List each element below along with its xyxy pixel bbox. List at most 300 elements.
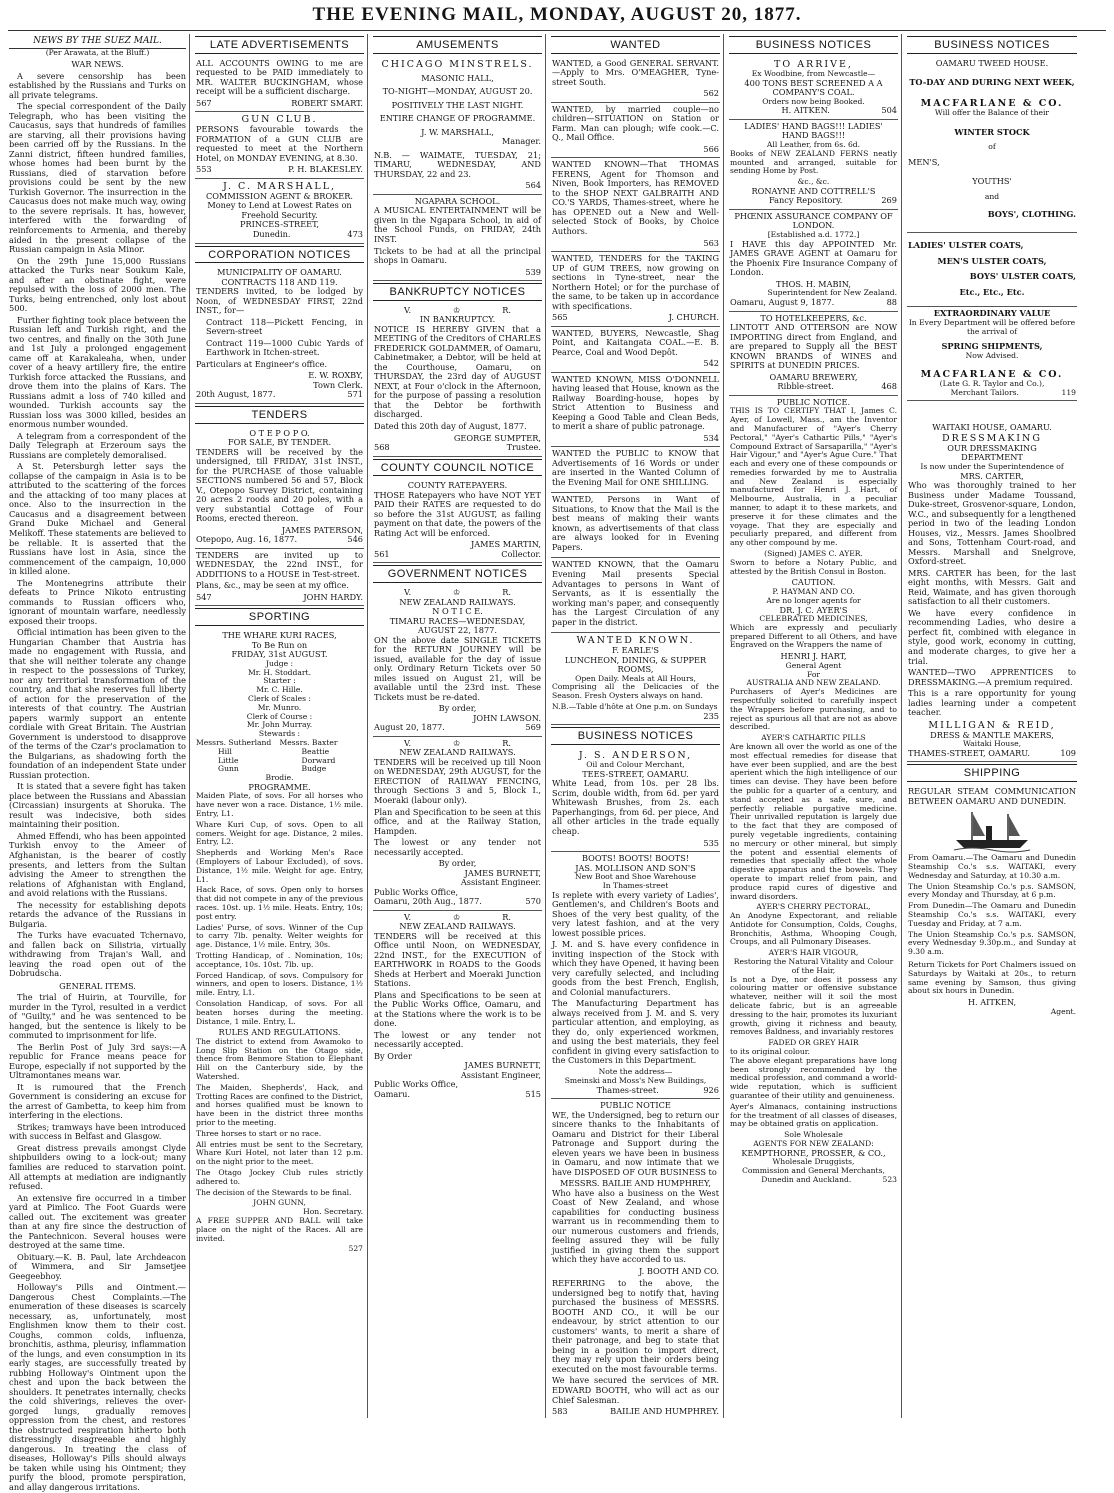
ad-number: 523 bbox=[882, 1174, 897, 1184]
column-late-ads bbox=[192, 34, 368, 1418]
advertisement bbox=[551, 633, 720, 725]
ad-signature: H. AITKEN, bbox=[967, 997, 1017, 1008]
ad-text: Is not a Dye, nor does it possess any colouring matter or offensive substance whatever, neither will it soil the most delicate fabric, but is an agreeable dressing to the hair, promotes its luxuriant growth, giving it richness and beauty, removes Baldness, and invariably restores bbox=[730, 974, 897, 1037]
ad-text: I HAVE this day APPOINTED Mr. JAMES GRAVE AGENT at Oamaru for the Phoenix Fire Insurance Company of London. bbox=[730, 238, 897, 278]
ad-firm: MACFARLANE & CO. bbox=[920, 368, 1064, 380]
ad-number: 547 bbox=[196, 591, 212, 602]
ad-date: Oamaru, August 9, 1877. bbox=[730, 297, 835, 308]
ad-text: of bbox=[988, 142, 996, 152]
ad-date: FRIDAY, 31st AUGUST. bbox=[231, 649, 328, 660]
ad-text: An Anodyne Expectorant, and reliable Antidote for Consumption, Colds, Coughs, Bronchitis, Asthma, Whooping Cough, Croups, and all Pulmonary Diseases. bbox=[730, 911, 897, 947]
advertisement bbox=[373, 195, 542, 281]
ad-number: 565 bbox=[552, 312, 568, 323]
ad-text: A MUSICAL ENTERTAINMENT will be given in the Ngapara School, in aid of the School Funds, on FRIDAY, 24th INST. bbox=[374, 205, 541, 244]
ad-text: The lowest or any tender not necessarily accepted. bbox=[374, 837, 541, 857]
advertisement bbox=[551, 493, 720, 558]
ad-text: &c., &c. bbox=[797, 177, 830, 187]
ad-signature-role: Trustee. bbox=[506, 442, 541, 453]
advertisement bbox=[551, 558, 720, 633]
ad-text: By order, bbox=[438, 703, 477, 714]
ad-title: OAMARU TWEED HOUSE. bbox=[935, 57, 1049, 68]
ad-number: 88 bbox=[886, 297, 897, 308]
general-item: The Berlin Post of July 3rd says:—A republic for France means peace for Europe, especially if not supported by the Ultramontanes means war. bbox=[9, 1041, 186, 1081]
ad-text: REGULAR STEAM COMMUNICATION BETWEEN OAMARU AND DUNEDIN. bbox=[908, 786, 1076, 806]
ad-subtitle: Fancy Repository. bbox=[768, 195, 843, 206]
ad-signature-role: Collector. bbox=[501, 548, 541, 559]
advertisement bbox=[551, 57, 720, 103]
ad-text: This is a rare opportunity for young ladies learning under a competent teacher. bbox=[908, 688, 1076, 718]
rules-heading: RULES AND REGULATIONS. bbox=[218, 1027, 341, 1038]
official-label: Stewards : bbox=[258, 729, 301, 739]
section-heading: CORPORATION NOTICES bbox=[195, 246, 364, 264]
ad-text: MRS. CARTER has been, for the last eight months, with Messrs. Gait and Reid, Waimate, and has given thorough satisfaction to all their customers. bbox=[908, 567, 1076, 607]
news-paragraph: Ahmed Effendi, who has been appointed Turkish envoy to the Ameer of Afghanistan, is the bearer of costly presents, and letters from the Sultan advising the Ameer to strengthen the relations of Afghanistan with England, and avoid relations with the Russians. bbox=[9, 830, 186, 899]
advertisement bbox=[729, 396, 898, 1188]
ad-address: THAMES-STREET, OAMARU. bbox=[908, 747, 1031, 758]
advertisement bbox=[907, 57, 1077, 234]
ad-number: 561 bbox=[374, 548, 390, 559]
ad-firm: KEMPTHORNE, PROSSER, & CO., bbox=[741, 1147, 886, 1158]
ad-firm: MESSRS. BAILIE AND HUMPHREY, bbox=[560, 1178, 711, 1189]
ad-title: CHICAGO MINSTRELS. bbox=[381, 58, 534, 70]
ad-firm: MRS. CARTER, bbox=[960, 470, 1024, 481]
ad-text: and bbox=[984, 191, 1000, 201]
ad-signature-role: Assistant Engineer, bbox=[460, 1069, 541, 1080]
ad-number: 539 bbox=[525, 266, 541, 277]
ad-signature: GEORGE SUMPTER, bbox=[453, 432, 541, 443]
ad-signature: JAMES BURNETT, bbox=[464, 1060, 541, 1071]
ad-city: Oamaru. bbox=[374, 1088, 411, 1099]
ad-signature-role: Assistant Engineer. bbox=[460, 877, 541, 888]
ad-subtitle: LUNCHEON, DINING, & SUPPER ROOMS, bbox=[564, 654, 707, 675]
steward-name: Messrs. Baxter bbox=[279, 737, 338, 747]
ad-text: BOYS' ULSTER COATS, bbox=[969, 271, 1076, 282]
ad-date: TO-NIGHT—MONDAY, AUGUST 20. bbox=[382, 86, 533, 97]
ad-title: DRESSMAKING bbox=[942, 432, 1042, 444]
ad-text: Open Daily. Meals at All Hours, bbox=[575, 673, 696, 683]
ad-title: JAS. MOLLISON AND SON'S bbox=[575, 862, 696, 873]
ad-number: 562 bbox=[703, 88, 719, 99]
ad-date: August 20, 1877. bbox=[374, 722, 445, 733]
ad-date: Dated this 20th day of August, 1877. bbox=[374, 420, 527, 431]
ad-text: General Agent bbox=[785, 660, 842, 670]
steward-name: Little bbox=[218, 755, 239, 765]
masthead-rule bbox=[8, 30, 1106, 31]
ad-text: MEN'S, bbox=[908, 156, 940, 167]
ad-text: The above elegant preparations have long been strongly recommended by the medical profession, and command a world-wide reputation, which is sufficient guarantee of their utility and genuineness. bbox=[730, 1055, 897, 1101]
advertisement bbox=[729, 312, 898, 396]
ad-title: TO ARRIVE, bbox=[774, 58, 853, 70]
ad-text: POSITIVELY THE LAST NIGHT. bbox=[391, 99, 524, 110]
ad-title: O T E P O P O. bbox=[249, 427, 310, 438]
ad-text: (Late G. R. Taylor and Co.), bbox=[939, 378, 1045, 388]
ad-text: WANTED, Persons in Want of Situations, to Know that the Mail is the best means of making their wants known, as advertisements of that class are always looked for in Evening Papers. bbox=[552, 494, 719, 552]
ad-number: 546 bbox=[347, 534, 363, 545]
news-subtitle: (Per Arawata, at the Bluff.) bbox=[45, 48, 150, 58]
ad-subtitle: Oil and Colour Merchant, bbox=[586, 760, 685, 770]
ad-text: WANTED KNOWN—That THOMAS FERENS, Agent for Thomson and Niven, Book Importers, has REMOVED to the SHOP NEXT GALBRAITH AND CO.'S YARDS, Thames-street, where he has OPENED out a New and Well-selected Stock of Books, by Choice Authors. bbox=[552, 159, 719, 236]
column-wanted bbox=[548, 34, 724, 1418]
ad-text: Plans and Specifications to be seen at the Public Works Office, Oamaru, and at the Stations where the work is to be done. bbox=[374, 989, 541, 1029]
ad-number: 569 bbox=[525, 722, 541, 733]
ad-city: Dunedin and Auckland. bbox=[761, 1174, 852, 1184]
ad-text: A FREE SUPPER AND BALL will take place on the night of the Races. All are invited. bbox=[196, 1216, 363, 1243]
news-paragraph: A severe censorship has been established by the Russians and Turks on all private telegrams. bbox=[9, 70, 186, 100]
ad-title: MUNICIPALITY OF OAMARU. bbox=[217, 267, 342, 278]
ad-signature: JAMES MARTIN, bbox=[470, 539, 541, 550]
ad-title: NEW ZEALAND RAILWAYS. bbox=[399, 747, 516, 758]
ad-text: Plan and Specification to be seen at this office, and at the Railway Station, Hampden. bbox=[374, 806, 541, 836]
advertisement bbox=[551, 852, 720, 1099]
ad-number: 553 bbox=[196, 164, 212, 175]
ad-date: 20th August, 1877. bbox=[196, 389, 276, 400]
ad-number: 570 bbox=[525, 896, 541, 907]
general-item: Strikes; tramways have been introduced with success in Belfast and Glasgow. bbox=[9, 1121, 186, 1142]
ad-text: Etc., Etc., Etc. bbox=[959, 286, 1025, 297]
ad-subtitle: FOR SALE, BY TENDER. bbox=[227, 437, 332, 448]
news-paragraph: Official intimation has been given to the Hungarian Chamber that Austria has made no engagement with Russia, and that she will neither tolerate any change in respect to the possessions of Turkey, nor any territorial transformation of the country, and that she reserves full liberty of action for the preservation of the interests of that country. The Austrian papers warmly support an entente cordiale with Great Britain. The Austrian Government is understood to disapprove of the terms of the Czar's proclamation to the Bulgarians, as shadowing forth the foundation of an independent State under Russian protection. bbox=[9, 627, 186, 780]
ad-text: Will offer the Balance of their bbox=[934, 107, 1050, 117]
ad-number: 119 bbox=[1061, 387, 1076, 397]
advertisement bbox=[373, 586, 542, 737]
advertisement bbox=[195, 629, 364, 1257]
ad-text: By Order bbox=[374, 1050, 412, 1061]
ad-text: TENDERS are invited up to WEDNESDAY, the 22nd INST., for ADDITIONS to a HOUSE in Test-street. bbox=[196, 549, 363, 579]
ad-title: PHŒNIX ASSURANCE COMPANY OF LONDON. bbox=[734, 210, 893, 231]
ad-subtitle: AYER'S HAIR VIGOUR, bbox=[768, 948, 859, 958]
ad-number: 567 bbox=[196, 97, 212, 108]
advertisement bbox=[551, 748, 720, 852]
ad-signature: P. H. BLAKESLEY. bbox=[288, 164, 363, 175]
ad-text: Is replete with every variety of Ladies', Gentlemen's, and Children's Boots and Shoes of the very best quality, of the very latest fashion, and at the very lowest possible prices. bbox=[552, 889, 719, 938]
ad-text: Books of NEW ZEALAND FERNS neatly mounted and arranged, suitable for sending Home by Post. bbox=[730, 148, 897, 176]
newspaper-page bbox=[6, 34, 1108, 1492]
ad-signature: J. W. MARSHALL, bbox=[421, 126, 494, 137]
ad-subtitle: DEPARTMENT bbox=[961, 452, 1023, 463]
race-event: Trotting Handicap, of . Nomination, 10s; acceptance, 10s. 10st. 7lb. up. bbox=[196, 951, 363, 969]
ad-signature: THOS. H. MABIN, bbox=[776, 278, 851, 289]
stewards-list bbox=[196, 739, 363, 774]
ad-number: 571 bbox=[347, 389, 363, 400]
ad-text: ALL ACCOUNTS OWING to me are requested to be PAID immediately to MR. WALTER BUCKINGHAM, whose receipt will be a sufficient discharge. bbox=[196, 57, 363, 97]
ad-subtitle: OUR DRESSMAKING bbox=[947, 442, 1037, 453]
section-heading: TENDERS bbox=[195, 406, 364, 424]
ad-title: J. S. ANDERSON, bbox=[578, 750, 693, 762]
ad-text: LINTOTT AND OTTERSON are NOW IMPORTING direct from England, and are prepared to Supply all the BEST KNOWN BRANDS of WINES and SPIRITS at DUNEDIN PRICES. bbox=[730, 322, 897, 371]
ad-text: ON the above date SINGLE TICKETS for the RETURN JOURNEY will be issued, available for the day of issue only. Ordinary Return Tickets over 50 miles issued on August 21, will be available until the 23rd inst. These Tickets must be re-dated. bbox=[374, 634, 541, 702]
ad-number: 568 bbox=[374, 442, 390, 453]
general-heading: GENERAL ITEMS. bbox=[59, 980, 136, 991]
ad-text: The Manufacturing Department has always received from J. M. and S. very particular attention, and employing, as they do, only experienced workmen, and using the best materials, they feel confident in giving every satisfaction to the Customers in this Department. bbox=[552, 998, 719, 1066]
ad-signature-role: Town Clerk. bbox=[313, 379, 363, 390]
ad-text: TENDERS will be received by the undersigned, till FRIDAY, 31st INST., for the PURCHASE of those valuable SECTIONS numbered 56 and 57, Block V., Otepopo Survey District, containing 20 acres 2 roods and 20 poles, with a very substantial Cottage of Four Rooms, erected thereon. bbox=[196, 446, 363, 524]
steward-name: Gunn bbox=[218, 764, 239, 774]
ad-title: J. C. MARSHALL, bbox=[222, 180, 337, 192]
ad-number: 527 bbox=[348, 1244, 363, 1254]
section-heading: WANTED bbox=[551, 36, 720, 54]
ad-text: From Oamaru.—The Oamaru and Dunedin Steamship Co.'s s.s. WAITAKI, every Wednesday and Saturday, at 10.30 a.m. bbox=[908, 853, 1076, 880]
ad-text: From Dunedin—The Oamaru and Dunedin Steamship Co.'s s.s. WAITAKI, every Tuesday and Friday, at 7 a.m. bbox=[908, 901, 1076, 928]
advertisement bbox=[373, 479, 542, 563]
ad-number: 926 bbox=[703, 1084, 719, 1095]
section-heading: SPORTING bbox=[195, 608, 364, 626]
ad-text: WANTED KNOWN, MISS O'DONNELL having leased that House, known as the Railway Boarding-house, hopes by Strict Attention to Business and Keeping a Good Table and Clean Beds, to merit a share of public patronage. bbox=[552, 373, 719, 432]
ad-title: COUNTY RATEPAYERS. bbox=[407, 480, 508, 491]
rule-item: Three horses to start or no race. bbox=[196, 1128, 322, 1138]
column-business-1 bbox=[726, 34, 902, 1418]
ad-address: Thames-street. bbox=[596, 1084, 659, 1095]
general-item: The trial of Huirin, at Tourville, for murder in the Tyrol, resulted in a verdict of "Guilty," and he was sentenced to be hanged, but the sentence is likely to be commuted to imprisonment for life. bbox=[9, 992, 186, 1041]
masthead: THE EVENING MAIL, MONDAY, AUGUST 20, 1877. bbox=[312, 4, 802, 25]
vr-mark: V. bbox=[404, 737, 412, 748]
official-name: Mr. Munro. bbox=[257, 702, 302, 712]
advertisement bbox=[551, 103, 720, 159]
ad-subtitle: F. EARLE'S bbox=[612, 645, 659, 656]
ad-text: By order, bbox=[438, 858, 477, 869]
advertisement bbox=[729, 57, 898, 120]
ad-subtitle: IN BANKRUPTCY. bbox=[419, 314, 496, 325]
advertisement bbox=[551, 373, 720, 448]
ad-firm: HENRI J. HART, bbox=[780, 651, 847, 662]
section-heading: BUSINESS NOTICES bbox=[551, 727, 720, 745]
ad-text: Comprising all the Delicacies of the Season. Fresh Oysters always on hand. bbox=[552, 682, 719, 701]
ad-signature-role: Superintendent for New Zealand. bbox=[767, 288, 897, 298]
news-paragraph: On the 29th June 15,000 Russians attacked the Turks near Soukum Kale, and after an obstinate fight, were repulsed with the loss of 2000 men. The Turks, being entrenched, only lost about 500. bbox=[9, 255, 186, 314]
ad-title: PUBLIC NOTICE bbox=[600, 1100, 671, 1111]
ad-number: 563 bbox=[703, 237, 719, 248]
ad-title: PUBLIC NOTICE. bbox=[776, 396, 851, 407]
ad-address: Public Works Office, bbox=[374, 886, 459, 897]
ad-number: 542 bbox=[703, 358, 719, 369]
ad-number: 473 bbox=[347, 229, 363, 239]
ad-signature: H. AITKEN. bbox=[781, 105, 830, 116]
ad-text: Tickets to be had at all the principal shops in Oamaru. bbox=[374, 245, 541, 266]
ad-title: THE WHARE KURI RACES, bbox=[222, 630, 337, 641]
ad-subtitle: DRESS & MANTLE MAKERS, bbox=[930, 729, 1054, 740]
ad-number: 109 bbox=[1060, 747, 1076, 758]
ad-title: GUN CLUB. bbox=[241, 114, 318, 126]
official-label: Clerk of Scales : bbox=[248, 693, 311, 703]
ad-text: NOTICE IS HEREBY GIVEN that a MEETING of the Creditors of CHARLES FREDERICK GOLDAMMER, of Oamaru, Cabinetmaker, a Debtor, will be held at the Courthouse, Oamaru, on THURSDAY, the 23rd day of AUGUST NEXT, at Four o'clock in the Afternoon, for the purpose of passing a resolution that the Debtor be forthwith discharged. bbox=[374, 323, 541, 420]
advertisement bbox=[551, 447, 720, 493]
ad-subtitle: COMMISSION AGENT & BROKER. bbox=[205, 190, 354, 201]
crown-icon: ♔ bbox=[452, 911, 461, 922]
ad-text: WANTED, a Good GENERAL SERVANT.—Apply to Mrs. O'MEAGHER, Tyne-street South. bbox=[552, 57, 719, 87]
race-event: Ladies' Purse, of sovs. Winner of the Cup to carry 7lb. penalty. Welter weights for age. Distance, 1½ mile. Entry, 30s. bbox=[196, 922, 363, 950]
ad-number: 504 bbox=[881, 105, 897, 116]
ad-subtitle: Merchant Tailors. bbox=[950, 387, 1019, 397]
ad-title: DR. J. C. AYER'S bbox=[779, 604, 848, 615]
general-item: An extensive fire occurred in a timber yard at Pimlico. The Foot Guards were called out. The excitement was greater than at any fire since the destruction of the Pantechnicon. Several houses were destroyed at the same time. bbox=[9, 1192, 186, 1251]
steward-name: Hill bbox=[218, 746, 232, 756]
ad-number: 515 bbox=[525, 1088, 541, 1099]
advertisement bbox=[907, 233, 1077, 307]
ad-address: TEES-STREET, OAMARU. bbox=[582, 768, 689, 779]
race-event: Forced Handicap, of sovs. Compulsory for winners, and open to losers. Distance, 1½ mile. Entry, L1. bbox=[196, 970, 363, 998]
advertisement bbox=[195, 427, 364, 549]
ad-text: REFERRING to the above, the undersigned beg to notify that, having purchased the business of MESSRS. BOOTH AND CO., it will be our endeavour, by strict attention to our customers' wants, to merit a share of their patronage, and beg to state that being in a position to import direct, they may rely upon their orders being executed on the most favourable terms. bbox=[552, 1278, 719, 1374]
ad-text: We have every confidence in recommending Ladies, who desire a perfect fit, combined with elegance in style, good work, economy in cutting, and moderate charges, to give her a trial. bbox=[908, 607, 1076, 666]
ad-subtitle: Ex Woodbine, from Newcastle— bbox=[751, 68, 876, 78]
vr-mark: R. bbox=[502, 911, 511, 922]
steward-name: Beattie bbox=[301, 746, 330, 756]
ad-address: Smeinski and Moss's New Buildings, bbox=[564, 1075, 707, 1085]
ad-number: 235 bbox=[703, 710, 719, 721]
ad-number: 269 bbox=[881, 195, 897, 206]
ad-text: Are known all over the world as one of the most effectual remedies for disease that have ever been supplied, and are the best aperient which the high intelligence of our times can devise. They have been before the public for a quarter of a century, and stand accepted as a safe, sure, and perfectly reliable purgative medicine. Their unrivalled reputation is largely due to the fact that they are composed of purely vegetable ingredients, containing no mercury or other mineral, but simply the potent and essential elements of remedies that specially affect the whole digestive apparatus and the bowels. They operate to impart relief from pain, and produce rapid cures of digestive and inward disorders. bbox=[730, 741, 897, 901]
advertisement bbox=[373, 737, 542, 911]
ad-subtitle: MASONIC HALL, bbox=[421, 72, 494, 83]
ad-text: ENTIRE CHANGE OF PROGRAMME. bbox=[379, 113, 536, 124]
ad-number: 564 bbox=[525, 180, 541, 191]
news-paragraph: The special correspondent of the Daily Telegraph, who has been visiting the Caucasus, says that hundreds of families are starving, all their provisions having been carried off by the Russians. In the Zanni district, fifteen hundred families, whose homes had been burnt by the Russians, died of starvation before provisions could be sent by the new Turkish Governor. The insurrection in the Caucasus does not make much way, owing to the severe reprisals. It has, however, interfered with the forwarding of reinforcements to Armenia, and thereby aided in the present collapse of the Russian campaign in Asia Minor. bbox=[9, 101, 186, 255]
ad-signature-role: Hon. Secretary. bbox=[303, 1207, 363, 1217]
race-event: Whare Kuri Cup, of sovs. Open to all comers. Weight for age. Distance, 2 miles. Entry, L2. bbox=[196, 819, 363, 847]
advertisement bbox=[907, 421, 1077, 762]
advertisement bbox=[373, 57, 542, 195]
ad-firm: OAMARU BREWERY, bbox=[769, 371, 858, 382]
news-title: NEWS BY THE SUEZ MAIL. bbox=[9, 34, 186, 49]
ad-text: TENDERS will be received at this Office until Noon, on WEDNESDAY, 22nd INST., for the EXECUTION of EARTHWORK in ROADS to the Goods Sheds at Herbert and Moeraki Junction Stations. bbox=[374, 930, 541, 989]
advertisement bbox=[729, 210, 898, 312]
advertisement bbox=[195, 179, 364, 244]
general-item: It is rumoured that the French Government is considering an excuse for the arrest of Gambetta, to keep him from interfering in the elections. bbox=[9, 1081, 186, 1121]
ad-text: Sole Wholesale bbox=[784, 1130, 843, 1140]
news-paragraph: A telegram from a correspondent of the Daily Telegraph at Erzeroum says the Russians are completely demoralised. bbox=[9, 430, 186, 460]
ad-text: SPRING SHIPMENTS, bbox=[941, 341, 1043, 352]
ad-text: TO-DAY AND DURING NEXT WEEK, bbox=[909, 77, 1075, 88]
race-event: Maiden Plate, of sovs. For all horses who have never won a race. Distance, 1½ mile. Entry, L1. bbox=[196, 791, 363, 819]
ad-firm: MILLIGAN & REID, bbox=[928, 719, 1056, 731]
ad-title: LADIES' HAND BAGS!!! LADIES' HAND BAGS!!! bbox=[744, 120, 883, 141]
programme-heading: PROGRAMME. bbox=[248, 781, 311, 792]
ad-text: Who have also a business on the West Coast of New Zealand, and whose capabilities for conducting business warrant us in recommending them to our numerous customers and friends, feeling assured they will be fully justified in giving them the support which they have accorded to us. bbox=[552, 1187, 719, 1265]
ad-text: 400 TONS BEST SCREENED A A COMPANY'S COAL. bbox=[744, 77, 883, 98]
ad-text: Plans, &c., may be seen at my office. bbox=[196, 580, 349, 591]
ad-text: PERSONS favourable towards the FORMATION of a GUN CLUB are requested to meet at the Northern Hotel, on MONDAY EVENING, at 8.30. bbox=[196, 124, 363, 163]
section-heading: LATE ADVERTISEMENTS bbox=[195, 36, 364, 54]
ad-text: Contract 119—1000 Cubic Yards of Earthwork in Itchen-street. bbox=[206, 337, 363, 358]
ad-firm: P. HAYMAN AND CO. bbox=[772, 586, 855, 596]
ad-text: Ayer's Almanacs, containing instructions for the treatment of all classes of diseases, may be obtained gratis on application. bbox=[730, 1101, 897, 1129]
steamship-icon bbox=[952, 808, 1032, 852]
ad-title: NGAPARA SCHOOL. bbox=[414, 195, 501, 206]
official-name: Mr. C. Hille. bbox=[256, 685, 303, 695]
advertisement bbox=[907, 307, 1077, 401]
advertisement bbox=[195, 266, 364, 404]
ad-text: Commission and General Merchants, bbox=[742, 1166, 885, 1176]
ad-text: J. M. and S. have every confidence in inviting inspection of the Stock with which they have Opened, it having been very carefully selected, and including goods from the best French, English, and Colonial manufacturers. bbox=[552, 939, 719, 997]
ad-subtitle: CAUTION. bbox=[791, 577, 836, 588]
ad-text: Waitaki House, bbox=[962, 739, 1021, 749]
vr-mark: R. bbox=[502, 737, 511, 748]
ad-title: TO HOTELKEEPERS, &c. bbox=[760, 312, 867, 323]
ad-text: Money to Lend at Lowest Rates on Freehold Security. bbox=[207, 200, 352, 220]
ad-text: Restoring the Natural Vitality and Colour of the Hair, bbox=[733, 957, 894, 975]
ad-signature: JOHN LAWSON. bbox=[473, 712, 541, 723]
ad-text: to its original colour. bbox=[730, 1047, 810, 1057]
column-news bbox=[6, 34, 190, 1492]
ad-text: Return Tickets for Port Chalmers issued on Saturdays by Waitaki at 20s., to return same evening by Samson, thus giving about six hours in Dunedin. bbox=[908, 959, 1076, 996]
ad-address: PRINCES-STREET, bbox=[239, 219, 320, 230]
official-name: Mr. H. Stoddart. bbox=[247, 667, 312, 677]
war-heading: WAR NEWS. bbox=[71, 59, 124, 70]
ad-text: TENDERS will be received up till Noon on WEDNESDAY, 29th AUGUST, for the ERECTION of RAILWAY FENCING, through Sections 3 and 5, Block I., Moeraki (labour only). bbox=[374, 756, 541, 805]
ad-text: White Lead, from 10s. per 28 lbs. Scrim, double width, from 6d. per yard Whitewash Brushes, from 2s. each Paperhangings, from 6d. per piece, And all other articles in the trade equally cheap. bbox=[552, 778, 719, 836]
race-event: Consolation Handicap, of sovs. For all beaten horses during the meeting. Distance, 1 mile. Entry, L. bbox=[196, 998, 363, 1026]
ad-firm: MACFARLANE & CO. bbox=[920, 97, 1064, 109]
ad-text: TENDERS invited, to be lodged by Noon, of WEDNESDAY FIRST, 22nd INST., for— bbox=[196, 286, 363, 316]
vr-mark: V. bbox=[404, 304, 412, 315]
ad-signature: J. CHURCH. bbox=[668, 312, 719, 323]
ad-text: WANTED the PUBLIC to KNOW that Advertisements of 16 Words or under are inserted in the Wanted Column of the Evening Mail for ONE SHILLING. bbox=[552, 448, 719, 487]
rule-item: The district to extend from Awamoko to Long Slip Station on the Otago side, thence from Benmore Station to Elephant Hill on the Canterbury side, by the Watershed. bbox=[196, 1036, 363, 1082]
ad-date: Otepopo, Aug. 16, 1877. bbox=[196, 534, 298, 545]
ad-text: Now Advised. bbox=[965, 350, 1019, 360]
advertisement bbox=[195, 549, 364, 607]
section-heading: COUNTY COUNCIL NOTICE bbox=[373, 459, 542, 477]
ad-signature-role: Manager. bbox=[501, 136, 541, 147]
vr-mark: R. bbox=[502, 304, 511, 315]
ad-text: The lowest or any tender not necessarily accepted. bbox=[374, 1029, 541, 1050]
ad-number: 566 bbox=[703, 143, 719, 154]
ad-text: Particulars at Engineer's office. bbox=[196, 358, 328, 369]
section-heading: SHIPPING bbox=[907, 764, 1077, 782]
ad-signature: E. W. ROXBY, bbox=[308, 370, 363, 381]
ad-subtitle: AYER'S CHERRY PECTORAL, bbox=[756, 902, 871, 912]
race-event: Hack Race, of sovs. Open only to horses that did not compete in any of the previous races. 10st. up. 1½ mile. Heats. Entry, 10s; post entry. bbox=[196, 885, 363, 921]
ad-text: YOUTHS' bbox=[972, 176, 1012, 187]
ad-signature: JAMES BURNETT, bbox=[464, 867, 541, 878]
ad-subtitle: New Boot and Shoe Warehouse bbox=[574, 872, 697, 882]
official-label: Clerk of Course : bbox=[246, 711, 313, 721]
ad-text: WANTED—TWO APPRENTICES to DRESSMAKING.—A premium required. bbox=[908, 667, 1076, 687]
advertisement bbox=[195, 57, 364, 113]
official-name: Mr. John Murray. bbox=[246, 720, 313, 730]
news-paragraph: A St. Petersburgh letter says the collapse of the campaign in Asia is to be attributed to the scattering of the forces and the attacking of too many places at once. Also to the insurrection in the Caucasus and a disagreement between Grand Duke Michael and General Melikoff. These statements are believed to be reliable. It is asserted that the Russians have lost in Asia, since the commencement of the campaign, 10,000 in killed alone. bbox=[9, 461, 186, 577]
section-heading: BUSINESS NOTICES bbox=[729, 36, 898, 54]
steward-name: Budge bbox=[301, 764, 327, 774]
vr-mark: V. bbox=[404, 587, 412, 598]
ad-signature-role: Agent. bbox=[1050, 1006, 1076, 1016]
official-label: Judge : bbox=[265, 658, 294, 668]
ad-title: EXTRAORDINARY VALUE bbox=[933, 308, 1051, 319]
ad-text: MEN'S ULSTER COATS, bbox=[937, 255, 1047, 266]
ad-text: Contract 118—Pickett Fencing, in Severn-street bbox=[206, 316, 363, 337]
advertisement bbox=[729, 120, 898, 210]
ad-text: The Union Steamship Co.'s p.s. SAMSON, every Monday and Thursday, at 6 p.m. bbox=[908, 881, 1076, 900]
ad-text: Who was thoroughly trained to her Business under Madame Toussand, Duke-street, Grosvenor-square, London, W.C., and subsequently for a lengthened period in two of the leading London Houses, viz., Messrs. James Shoolbred and Sons, Tottenham Court-road, and Messrs. Marshall and Snelgrove, Oxford-street. bbox=[908, 480, 1076, 567]
advertisement bbox=[551, 158, 720, 252]
ad-signature: BAILIE AND HUMPHREY. bbox=[610, 1406, 719, 1417]
news-paragraph: The Montenegrins attribute their defeats to Prince Nikoto entrusting commands to Russian officers who, ignorant of mountain warfare, needlessly exposed their troops. bbox=[9, 577, 186, 626]
ad-subtitle: In Thames-street bbox=[602, 880, 669, 890]
ad-text: LADIES' ULSTER COATS, bbox=[908, 240, 1024, 251]
general-item: Holloway's Pills and Ointment.—Dangerous Chest Complaints.—The enumeration of these diseases is scarcely necessary, as, unfortunately, most Englishmen know them to their cost. Coughs, common colds, influenza, bronchitis, asthma, pleurisy, inflammation of the lungs, and even consumption in its early stages, are successfully treated by rubbing Holloway's Ointment upon the chest and upon the back between the shoulders. It penetrates internally, checks the cold shiverings, relieves the over-gorged lungs, gradually removes oppression from the chest, and restores the obstructed respiration hitherto both distressingly disagreeable and highly dangerous. In treating the class of diseases, Holloway's Pills should always be taken while using his Ointment; they purify the blood, promote perspiration, and allay dangerous irritations. bbox=[9, 1282, 186, 1492]
ad-subtitle: AGENTS FOR NEW ZEALAND: bbox=[753, 1139, 874, 1149]
ad-number: 535 bbox=[703, 837, 719, 848]
official-label: Starter : bbox=[263, 676, 296, 686]
ad-signature: JOHN HARDY. bbox=[303, 591, 363, 602]
ad-date: Oamaru, 20th Aug., 1877. bbox=[374, 896, 482, 907]
ad-subtitle: CONTRACTS 118 AND 119. bbox=[221, 276, 338, 287]
column-amusements bbox=[370, 34, 546, 1418]
ad-text: Purchasers of Ayer's Medicines are respectfully solicited to carefully inspect the Wrappers before purchasing, and to reject as spurious all that are not as above described. bbox=[730, 687, 897, 732]
news-paragraph: Further fighting took place between the Russian left and Turkish right, and the two centres, and finally on the 30th June and 1st July a prolonged engagement came off at Karakaleaha, when, under cover of a heavy artillery fire, the entire Turkish force attacked the Russians, and drove them into the plains of Kars. The Russians admit a loss of 740 killed and wounded. Turkish accounts say the Russian loss was 3000 killed, besides an enormous number wounded. bbox=[9, 314, 186, 430]
ad-subtitle: N O T I C E. bbox=[432, 606, 483, 617]
news-paragraph: The necessity for establishing depots retards the advance of the Russians in Bulgaria. bbox=[9, 899, 186, 929]
rule-item: All entries must be sent to the Secretary, Whare Kuri Hotel, not later than 12 p.m. on the night prior to the meet. bbox=[196, 1139, 363, 1167]
